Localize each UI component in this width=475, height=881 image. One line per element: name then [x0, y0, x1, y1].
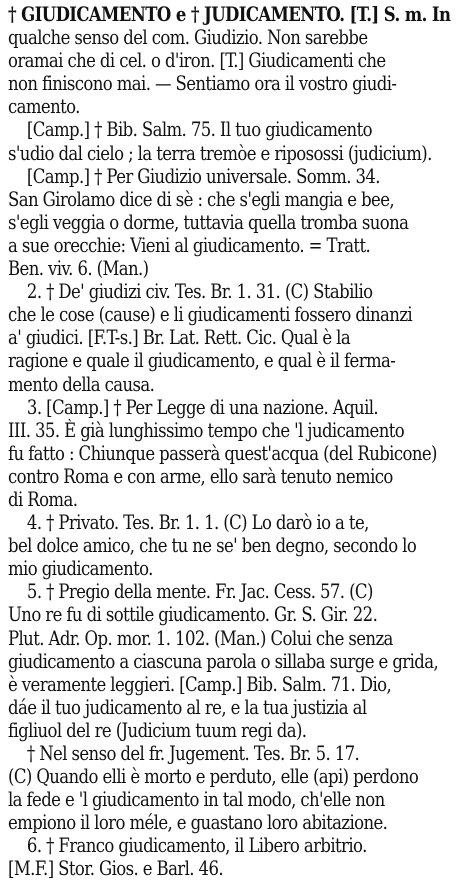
text-line: a sue orecchie: Vieni al giudicamento. = Tratt.	[8, 233, 371, 257]
text-line: San Girolamo dice di sè : che s'egli mangia e bee,	[8, 187, 395, 211]
sense-5-line: 5. † Pregio della mente. Fr. Jac. Cess. 57. (C)	[26, 580, 373, 604]
entry-headword-line: † GIUDICAMENTO e † JUDICAMENTO. [T.] S. m. In	[8, 3, 451, 26]
text-line: III. 35. È già lunghissimo tempo che 'l judicamento	[8, 418, 405, 442]
sense-3-line: 3. [Camp.] † Per Legge di una nazione. Aquil.	[26, 395, 379, 419]
text-line: non finiscono mai. — Sentiamo ora il vostro giudi-	[8, 72, 397, 96]
text-line: [Camp.] † Bib. Salm. 75. Il tuo giudicamento	[26, 118, 372, 142]
text-line: ragione e quale il giudicamento, e qual è il ferma-	[8, 349, 396, 373]
text-line: empiono il loro méle, e guastano loro abitazione.	[8, 811, 388, 835]
sense-4-line: 4. † Privato. Tes. Br. 1. 1. (C) Lo darò io a te,	[26, 511, 369, 535]
text-line: è veramente leggieri. [Camp.] Bib. Salm. 71. Dio,	[8, 672, 392, 696]
text-line: dáe il tuo judicamento al re, e la tua justizia al	[8, 695, 367, 719]
text-line: contro Roma e con arme, ello sarà tenuto nemico	[8, 464, 393, 488]
text-line: mento della causa.	[8, 372, 155, 396]
text-line: qualche senso del com. Giudizio. Non sarebbe	[8, 26, 368, 50]
text-line: Uno re fu di sottile giudicamento. Gr. S. Gir. 22.	[8, 603, 378, 627]
text-line: fu fatto : Chiunque passerà quest'acqua (del Rubicone)	[8, 441, 437, 465]
text-line: (C) Quando elli è morto e perduto, elle (api) perdono	[8, 765, 419, 789]
text-line: [Camp.] † Per Giudizio universale. Somm. 34.	[26, 164, 380, 188]
text-line: bel dolce amico, che tu ne se' ben degno, secondo lo	[8, 534, 417, 558]
text-line: a' giudici. [F.T-s.] Br. Lat. Rett. Cic. Qual è la	[8, 326, 351, 350]
text-line: † Nel senso del fr. Jugement. Tes. Br. 5. 17.	[26, 742, 360, 765]
text-line: camento.	[8, 95, 80, 119]
text-line: Plut. Adr. Op. mor. 1. 102. (Man.) Colui che senza	[8, 626, 393, 650]
text-line: s'udio dal cielo ; la terra tremòe e riposossi (judicium).	[8, 141, 432, 165]
text-line: che le cose (cause) e li giudicamenti fossero dinanzi	[8, 303, 413, 327]
text-line: [M.F.] Stor. Gios. e Barl. 46.	[8, 857, 223, 881]
text-line: la fede e 'l giudicamento in tal modo, ch'elle non	[8, 788, 385, 812]
sense-6-line: 6. † Franco giudicamento, il Libero arbitrio.	[26, 834, 367, 858]
text-line: Ben. viv. 6. (Man.)	[8, 257, 149, 281]
text-line: s'egli veggia o dorme, tuttavia quella tromba suona	[8, 210, 409, 234]
text-line: oramai che di cel. o d'iron. [T.] Giudicamenti che	[8, 49, 386, 73]
text-line: giudicamento a ciascuna parola o sillaba surge e grida,	[8, 649, 439, 673]
sense-2-line: 2. † De' giudizi civ. Tes. Br. 1. 31. (C) Stabilio	[26, 280, 373, 304]
text-line: mio giudicamento.	[8, 557, 153, 581]
text-line: di Roma.	[8, 487, 78, 511]
text-line: figliuol del re (Judicium tuum regi da).	[8, 718, 307, 742]
